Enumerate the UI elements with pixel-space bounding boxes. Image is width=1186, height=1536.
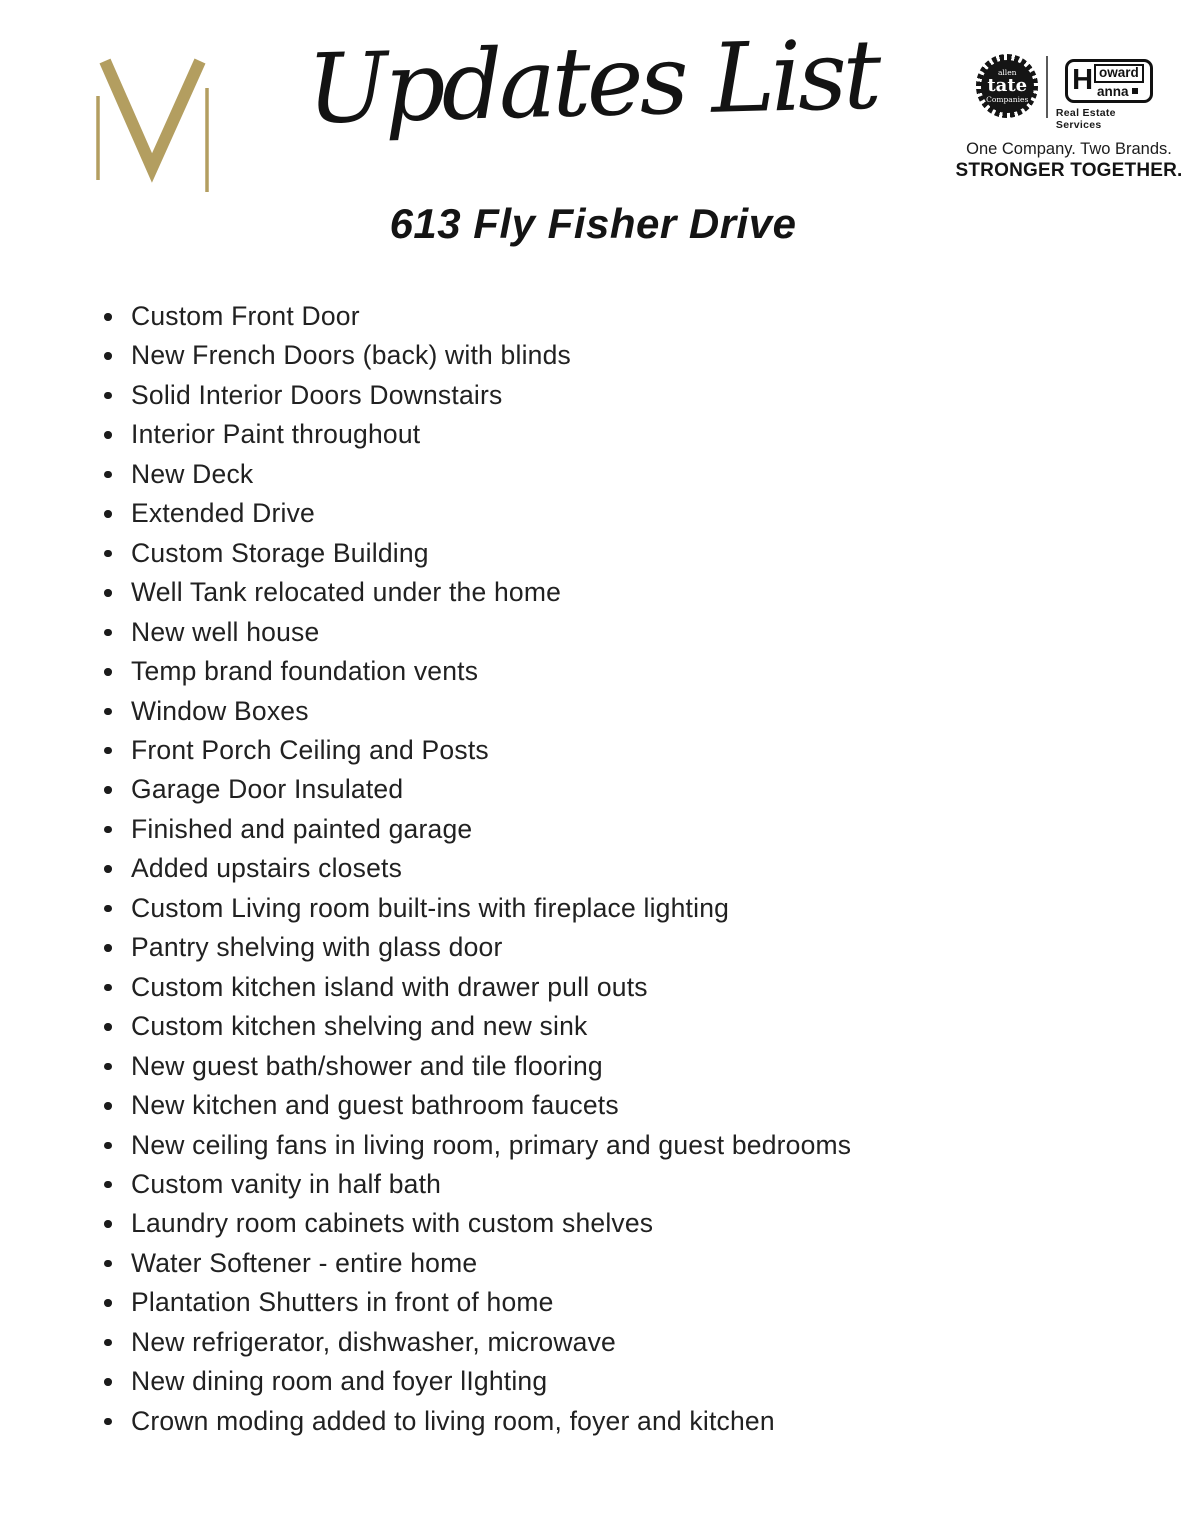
list-item: Custom kitchen shelving and new sink	[97, 1007, 1170, 1046]
list-item: Custom Front Door	[97, 297, 1170, 336]
square-mark-icon	[1132, 88, 1138, 94]
real-estate-services-label: Real Estate Services	[1055, 107, 1116, 131]
allen-tate-line3: Companies	[986, 95, 1029, 104]
list-item: Plantation Shutters in front of home	[97, 1283, 1170, 1322]
howard-hanna-text-column	[1094, 64, 1144, 98]
brand-divider	[1046, 56, 1047, 118]
list-item: Pantry shelving with glass door	[97, 928, 1170, 967]
howard-hanna-logo	[1056, 54, 1162, 131]
allen-tate-seal-logo	[976, 54, 1038, 118]
brokerage-brand-block	[955, 54, 1183, 182]
brand-tagline-one-company: One Company. Two Brands.	[966, 140, 1172, 158]
list-item: Finished and painted garage	[97, 810, 1170, 849]
updates-list	[97, 297, 1170, 1441]
list-item: Garage Door Insulated	[97, 770, 1170, 809]
list-item: Interior Paint throughout	[97, 415, 1170, 454]
list-item: Crown moding added to living room, foyer and kitchen	[97, 1402, 1170, 1441]
list-item: Custom kitchen island with drawer pull outs	[97, 968, 1170, 1007]
list-item: Well Tank relocated under the home	[97, 573, 1170, 612]
list-item: Custom Living room built-ins with fireplace lighting	[97, 889, 1170, 928]
list-item: Temp brand foundation vents	[97, 652, 1170, 691]
list-item: New refrigerator, dishwasher, microwave	[97, 1323, 1170, 1362]
howard-hanna-top-text: oward	[1094, 64, 1144, 83]
list-item: Front Porch Ceiling and Posts	[97, 731, 1170, 770]
list-item: Extended Drive	[97, 494, 1170, 533]
howard-hanna-bottom-text: anna	[1097, 83, 1129, 99]
list-item: Solid Interior Doors Downstairs	[97, 376, 1170, 415]
list-item: Laundry room cabinets with custom shelves	[97, 1204, 1170, 1243]
list-item: New ceiling fans in living room, primary and guest bedrooms	[97, 1126, 1170, 1165]
list-item: Window Boxes	[97, 692, 1170, 731]
list-item: Water Softener - entire home	[97, 1244, 1170, 1283]
list-item: New well house	[97, 613, 1170, 652]
allen-tate-line1: allen	[997, 67, 1017, 77]
list-item: Added upstairs closets	[97, 849, 1170, 888]
howard-hanna-big-h: H	[1072, 64, 1094, 97]
list-item: New dining room and foyer lIghting	[97, 1362, 1170, 1401]
list-item: Custom vanity in half bath	[97, 1165, 1170, 1204]
brand-tagline-stronger-together: STRONGER TOGETHER.	[955, 160, 1183, 181]
howard-hanna-box	[1065, 59, 1153, 103]
address-title: 613 Fly Fisher Drive	[389, 200, 797, 247]
list-item: New kitchen and guest bathroom faucets	[97, 1086, 1170, 1125]
brand-logo-row	[976, 54, 1162, 131]
list-item: Custom Storage Building	[97, 534, 1170, 573]
list-item: New French Doors (back) with blinds	[97, 336, 1170, 375]
howard-hanna-bottom-row	[1094, 83, 1144, 99]
page-title: Updates List	[305, 18, 879, 146]
list-item: New Deck	[97, 455, 1170, 494]
allen-tate-line2: tate	[987, 75, 1028, 96]
list-item: New guest bath/shower and tile flooring	[97, 1047, 1170, 1086]
allen-tate-seal-center	[981, 60, 1034, 113]
